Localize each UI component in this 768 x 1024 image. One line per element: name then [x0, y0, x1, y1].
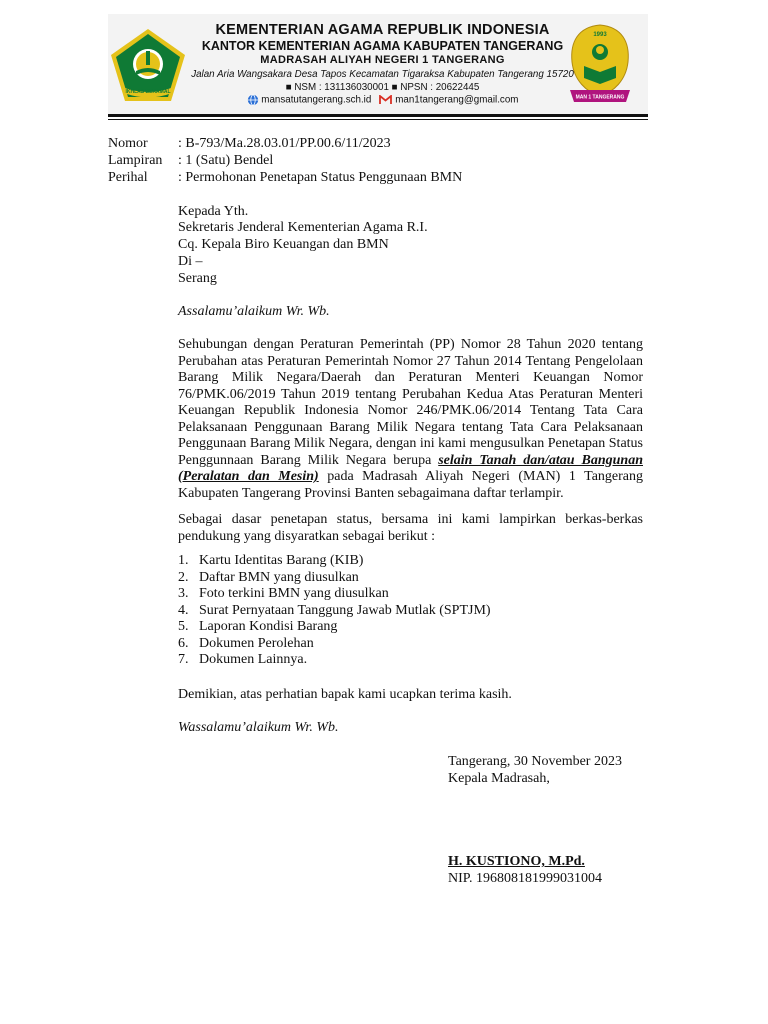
website-link[interactable]: mansatutangerang.sch.id: [261, 94, 372, 106]
greeting: Assalamu’alaikum Wr. Wb.: [178, 304, 330, 319]
list-item: 3. Foto terkini BMN yang diusulkan: [178, 586, 389, 601]
logo-right-banner: MAN 1 TANGERANG: [575, 94, 625, 101]
nsm: NSM : 131136030001: [294, 82, 389, 93]
paragraph-line: [178, 453, 643, 470]
nomor-value: : B-793/Ma.28.03.01/PP.00.6/11/2023: [178, 136, 391, 151]
recipient-line: Cq. Kepala Biro Keuangan dan BMN: [178, 237, 389, 252]
letterhead-ids: [190, 82, 575, 93]
farewell: Wassalamu’alaikum Wr. Wb.: [178, 720, 339, 735]
recipient-line: Di –: [178, 254, 203, 269]
perihal-label: Perihal: [108, 170, 148, 185]
logo-right-year: 1993: [593, 32, 607, 38]
bullet-icon: ■: [391, 82, 401, 93]
letterhead-contact: [190, 94, 575, 106]
letterhead-rule-thick: [108, 114, 648, 117]
emphasis-text: selain Tanah dan/atau Bangunan: [438, 452, 643, 468]
logo-left-motto: IKHLAS BERAMAL: [125, 89, 171, 95]
madrasah-logo-icon: [566, 22, 634, 106]
paragraph-text: pada Madrasah Aliyah Negeri (MAN) 1 Tangerang: [318, 469, 643, 484]
paragraph-line: Sebagai dasar penetapan status, bersama ini kami lampirkan berkas-berkas: [178, 512, 643, 527]
paragraph-line: Keuangan Republik Indonesia Nomor 246/PMK.06/2014 Tentang Tata Cara: [178, 403, 643, 418]
body-paragraph-1: [178, 337, 643, 502]
list-item: 6. Dokumen Perolehan: [178, 635, 314, 651]
emphasis-text: (Peralatan dan Mesin): [178, 469, 319, 484]
paragraph-line: Sehubungan dengan Peraturan Pemerintah (PP) Nomor 28 Tahun 2020 tentang: [178, 337, 643, 352]
signatory-position: Kepala Madrasah,: [448, 771, 550, 786]
letterhead-school: MADRASAH ALIYAH NEGERI 1 TANGERANG: [260, 54, 505, 66]
lampiran-label: Lampiran: [108, 153, 163, 168]
list-item: 4. Surat Pernyataan Tanggung Jawab Mutlak (SPTJM): [178, 602, 491, 618]
paragraph-line: Pelaksanaan Penggunaan Barang Milik Negara tentang Tata Cara Pelaksanaan: [178, 419, 643, 435]
kemenag-logo-icon: [108, 27, 188, 107]
attachment-list: [178, 553, 638, 669]
paragraph-line: Perubahan atas Peraturan Pemerintah Nomor 27 Tahun 2014 Tentang Pengelolaan: [178, 353, 643, 369]
email-link[interactable]: man1tangerang@gmail.com: [395, 94, 519, 106]
paragraph-line: [178, 469, 643, 486]
paragraph-line: 76/PMK.06/2019 Tahun 2019 tentang Perubahan Kedua Atas Peraturan Menteri: [178, 386, 643, 402]
closing-sentence: Demikian, atas perhatian bapak kami ucapkan terima kasih.: [178, 687, 512, 702]
paragraph-line: Barang Milik Negara/Daerah dan Peraturan Menteri Keuangan Nomor: [178, 370, 643, 385]
bullet-icon: ■: [285, 82, 295, 93]
list-item: 7. Dokumen Lainnya.: [178, 652, 308, 667]
letterhead-office: KANTOR KEMENTERIAN AGAMA KABUPATEN TANGERANG: [201, 39, 564, 53]
recipient-line: Serang: [178, 271, 217, 286]
list-item: 5. Laporan Kondisi Barang: [178, 619, 338, 634]
list-item: 2. Daftar BMN yang diusulkan: [178, 569, 359, 585]
npsn: NPSN : 20622445: [400, 82, 480, 93]
list-item: 1. Kartu Identitas Barang (KIB): [178, 553, 364, 568]
letterhead-ministry: KEMENTERIAN AGAMA REPUBLIK INDONESIA: [215, 22, 550, 38]
letterhead-rule-thin: [108, 119, 648, 120]
paragraph-line: Kabupaten Tangerang Provinsi Banten sebagaimana daftar terlampir.: [178, 485, 564, 501]
recipient-line: Kepada Yth.: [178, 204, 249, 219]
gmail-icon: [379, 95, 392, 105]
lampiran-value: : 1 (Satu) Bendel: [178, 153, 274, 168]
place-date: Tangerang, 30 November 2023: [448, 754, 622, 769]
body-paragraph-2: [178, 512, 643, 545]
recipient-line: Sekretaris Jenderal Kementerian Agama R.I.: [178, 220, 428, 235]
signatory-nip: NIP. 196808181999031004: [448, 871, 603, 886]
nomor-label: Nomor: [108, 136, 148, 151]
paragraph-line: Penggunaan Barang Milik Negara, dengan ini kami mengusulkan Penetapan Status: [178, 436, 644, 451]
signatory-name: H. KUSTIONO, M.Pd.: [448, 854, 585, 869]
globe-icon: [247, 94, 259, 106]
perihal-value: : Permohonan Penetapan Status Penggunaan BMN: [178, 170, 463, 185]
letterhead-address: Jalan Aria Wangsakara Desa Tapos Kecamatan Tigaraksa Kabupaten Tangerang 15720: [191, 69, 574, 80]
paragraph-line: pendukung yang disyaratkan sebagai berikut :: [178, 528, 435, 544]
paragraph-text: Penggunnaan Barang Milik Negara berupa: [178, 452, 439, 468]
